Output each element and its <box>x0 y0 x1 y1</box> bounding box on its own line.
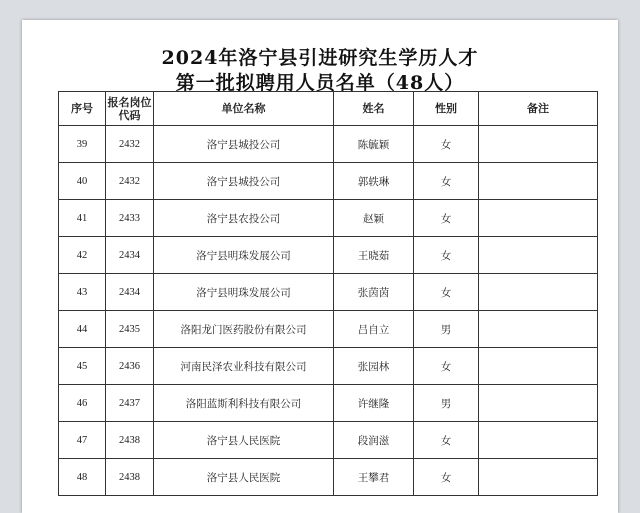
cell-unit: 洛宁县城投公司 <box>154 126 334 163</box>
cell-seq: 48 <box>59 459 106 496</box>
table-header-row <box>59 92 598 126</box>
document-title-line-2: 第一批拟聘用人员名单（48人） <box>175 72 465 94</box>
cell-seq: 42 <box>59 237 106 274</box>
header-note: 备注 <box>479 92 598 126</box>
table-row <box>59 385 598 422</box>
cell-unit: 洛宁县农投公司 <box>154 200 334 237</box>
cell-unit: 洛宁县人民医院 <box>154 459 334 496</box>
header-post-code <box>106 92 154 126</box>
cell-unit: 洛阳蓝斯利科技有限公司 <box>154 385 334 422</box>
header-seq: 序号 <box>59 92 106 126</box>
cell-post-code: 2436 <box>106 348 154 385</box>
table-row <box>59 459 598 496</box>
cell-post-code: 2438 <box>106 422 154 459</box>
table-row <box>59 311 598 348</box>
hiring-roster-table <box>58 91 598 496</box>
cell-unit: 洛宁县明珠发展公司 <box>154 274 334 311</box>
cell-name: 张园林 <box>334 348 414 385</box>
cell-seq: 43 <box>59 274 106 311</box>
header-post-code-line-1: 报名岗位 <box>107 95 152 109</box>
cell-gender: 男 <box>414 311 479 348</box>
cell-note <box>479 422 598 459</box>
cell-seq: 47 <box>59 422 106 459</box>
cell-name: 吕自立 <box>334 311 414 348</box>
cell-gender: 女 <box>414 126 479 163</box>
cell-gender: 女 <box>414 274 479 311</box>
document-page <box>22 20 618 513</box>
cell-post-code: 2432 <box>106 126 154 163</box>
table-row <box>59 163 598 200</box>
cell-note <box>479 274 598 311</box>
cell-post-code: 2437 <box>106 385 154 422</box>
header-post-code-line-2: 代码 <box>118 108 141 122</box>
cell-note <box>479 348 598 385</box>
header-unit: 单位名称 <box>154 92 334 126</box>
header-gender: 性别 <box>414 92 479 126</box>
cell-note <box>479 237 598 274</box>
cell-gender: 女 <box>414 422 479 459</box>
cell-gender: 女 <box>414 163 479 200</box>
cell-gender: 男 <box>414 385 479 422</box>
cell-name: 王晓茹 <box>334 237 414 274</box>
document-title-line-1: 2024年洛宁县引进研究生学历人才 <box>161 47 479 69</box>
cell-unit: 洛宁县人民医院 <box>154 422 334 459</box>
cell-note <box>479 385 598 422</box>
cell-post-code: 2433 <box>106 200 154 237</box>
cell-unit: 洛宁县明珠发展公司 <box>154 237 334 274</box>
cell-name: 张茵茵 <box>334 274 414 311</box>
cell-post-code: 2432 <box>106 163 154 200</box>
cell-name: 许继隆 <box>334 385 414 422</box>
cell-unit: 河南民泽农业科技有限公司 <box>154 348 334 385</box>
cell-post-code: 2434 <box>106 274 154 311</box>
cell-note <box>479 459 598 496</box>
cell-name: 赵颖 <box>334 200 414 237</box>
cell-name: 段润滋 <box>334 422 414 459</box>
table-row <box>59 348 598 385</box>
cell-gender: 女 <box>414 237 479 274</box>
cell-seq: 45 <box>59 348 106 385</box>
cell-gender: 女 <box>414 348 479 385</box>
cell-seq: 40 <box>59 163 106 200</box>
cell-post-code: 2435 <box>106 311 154 348</box>
cell-name: 郭轶琳 <box>334 163 414 200</box>
table-row <box>59 200 598 237</box>
table-row <box>59 274 598 311</box>
cell-post-code: 2434 <box>106 237 154 274</box>
cell-post-code: 2438 <box>106 459 154 496</box>
cell-name: 王攀君 <box>334 459 414 496</box>
table-row <box>59 237 598 274</box>
cell-seq: 44 <box>59 311 106 348</box>
cell-name: 陈毓颖 <box>334 126 414 163</box>
cell-seq: 41 <box>59 200 106 237</box>
cell-note <box>479 311 598 348</box>
cell-note <box>479 126 598 163</box>
cell-seq: 46 <box>59 385 106 422</box>
header-name: 姓名 <box>334 92 414 126</box>
cell-gender: 女 <box>414 459 479 496</box>
cell-unit: 洛宁县城投公司 <box>154 163 334 200</box>
cell-seq: 39 <box>59 126 106 163</box>
cell-note <box>479 163 598 200</box>
table-row <box>59 126 598 163</box>
table-row <box>59 422 598 459</box>
cell-note <box>479 200 598 237</box>
cell-unit: 洛阳龙门医药股份有限公司 <box>154 311 334 348</box>
cell-gender: 女 <box>414 200 479 237</box>
